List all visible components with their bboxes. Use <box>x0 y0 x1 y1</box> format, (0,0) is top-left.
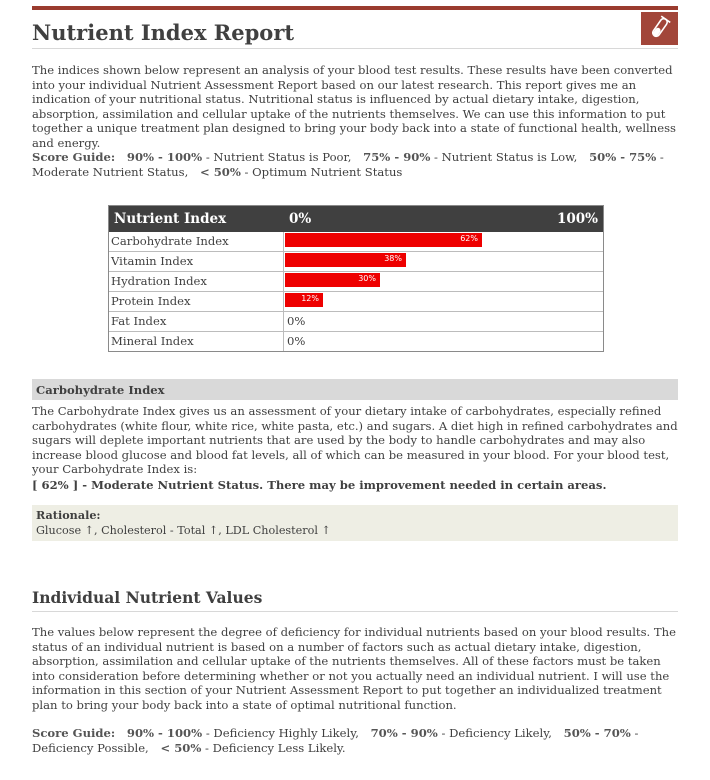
nutrient-name: Fat Index <box>111 314 167 328</box>
page-title: Nutrient Index Report <box>32 20 295 45</box>
column-divider <box>283 292 284 311</box>
individual-body: The values below represent the degree of deficiency for individual nutrients based on your blood results. The status of an individual nutrient is based on a number of factors such as actual dietary intake, digestion, absorption, assimilation and cellular uptake of the nutrients themselves. All of these factors must be taken into consideration before determining whether or not you actually need an individual nutrient. I will use the information in this section of your Nutrient Assessment Report to put together an individualized treatment plan to bring your body back into a state of optimal nutritional function. <box>32 625 676 712</box>
rationale-label: Rationale: <box>36 508 101 522</box>
nutrient-name: Mineral Index <box>111 334 194 348</box>
nutrient-value: 0% <box>287 334 306 348</box>
score-guide-label: Score Guide: <box>32 150 116 164</box>
nutrient-bar <box>285 233 482 247</box>
nutrient-name: Vitamin Index <box>111 254 194 268</box>
score-range: 75% - 90% <box>363 150 431 164</box>
score-text: - Deficiency Less Likely. <box>201 740 346 755</box>
bar-value-label: 38% <box>384 254 402 263</box>
score-range: 90% - 100% <box>126 150 203 164</box>
score-range: 50% - 75% <box>589 150 657 164</box>
header-accent-bar <box>32 6 678 10</box>
score-text: - Nutrient Status is Poor, <box>202 150 352 164</box>
carb-result: [ 62% ] - Moderate Nutrient Status. There may be improvement needed in certain areas. <box>32 478 607 492</box>
rationale-box <box>32 505 678 541</box>
section-title-individual: Individual Nutrient Values <box>32 588 263 607</box>
header-hundred: 100% <box>556 211 598 227</box>
table-row <box>109 271 603 291</box>
score-guide-2 <box>32 726 680 755</box>
intro-paragraph: The indices shown below represent an analysis of your blood test results. These results have been converted into your individual Nutrient Assessment Report based on our latest research. This report gives me an indication of your nutritional status. Nutritional status is influenced by actual dietary intake, digestion, absorption, assimilation and cellular uptake of the nutrients themselves. We can use this information to put together a unique treatment plan designed to bring your body back into a state of functional health, wellness and energy. <box>32 63 676 150</box>
score-range: 90% - 100% <box>126 726 203 740</box>
score-text: - Deficiency Highly Likely, <box>202 726 359 740</box>
bar-value-label: 30% <box>358 274 376 283</box>
table-row <box>109 232 603 251</box>
title-divider <box>32 48 678 49</box>
column-divider <box>283 332 284 351</box>
nutrient-bar <box>285 253 406 267</box>
test-tube-icon <box>641 12 678 45</box>
column-divider <box>283 312 284 331</box>
score-guide-1 <box>32 150 680 179</box>
table-row <box>109 331 603 351</box>
score-guide-label: Score Guide: <box>32 726 116 740</box>
score-text: - Optimum Nutrient Status <box>240 164 403 179</box>
column-divider <box>283 232 284 251</box>
score-range: 50% - 70% <box>563 726 631 740</box>
score-text: - Deficiency Possible, <box>32 726 639 755</box>
table-row <box>109 251 603 271</box>
nutrient-name: Hydration Index <box>111 274 207 288</box>
table-header <box>109 206 603 232</box>
score-text: - Deficiency Likely, <box>437 726 552 740</box>
header-zero: 0% <box>289 211 312 227</box>
table-row <box>109 291 603 311</box>
rationale-text: Glucose ↑, Cholesterol - Total ↑, LDL Cholesterol ↑ <box>36 524 331 537</box>
bar-value-label: 12% <box>301 294 319 303</box>
nutrient-name: Protein Index <box>111 294 191 308</box>
table-row <box>109 311 603 331</box>
score-range: < 50% <box>199 164 241 179</box>
section-header-carbohydrate: Carbohydrate Index <box>32 379 678 400</box>
nutrient-value: 0% <box>287 314 306 328</box>
nutrient-name: Carbohydrate Index <box>111 234 229 248</box>
score-text: - Moderate Nutrient Status, <box>32 150 664 179</box>
score-text: - Nutrient Status is Low, <box>430 150 578 164</box>
column-divider <box>283 252 284 271</box>
score-range: < 50% <box>160 740 202 755</box>
nutrient-bar <box>285 273 380 287</box>
column-divider <box>283 272 284 291</box>
bar-value-label: 62% <box>460 234 478 243</box>
nutrient-bar <box>285 293 323 307</box>
carb-body: The Carbohydrate Index gives us an assessment of your dietary intake of carbohydrates, especially refined carbohydrates (white flour, white rice, white pasta, etc.) and sugars. A diet high in refined carbohydrates and sugars will deplete important nutrients that are used by the body to handle carbohydrates and may also increase blood glucose and blood fat levels, all of which can be measured in your blood. For your blood test, your Carbohydrate Index is: <box>32 404 678 476</box>
header-nutrient-index: Nutrient Index <box>114 211 227 227</box>
score-range: 70% - 90% <box>370 726 438 740</box>
nutrient-index-table <box>108 205 604 352</box>
section-divider <box>32 611 678 612</box>
